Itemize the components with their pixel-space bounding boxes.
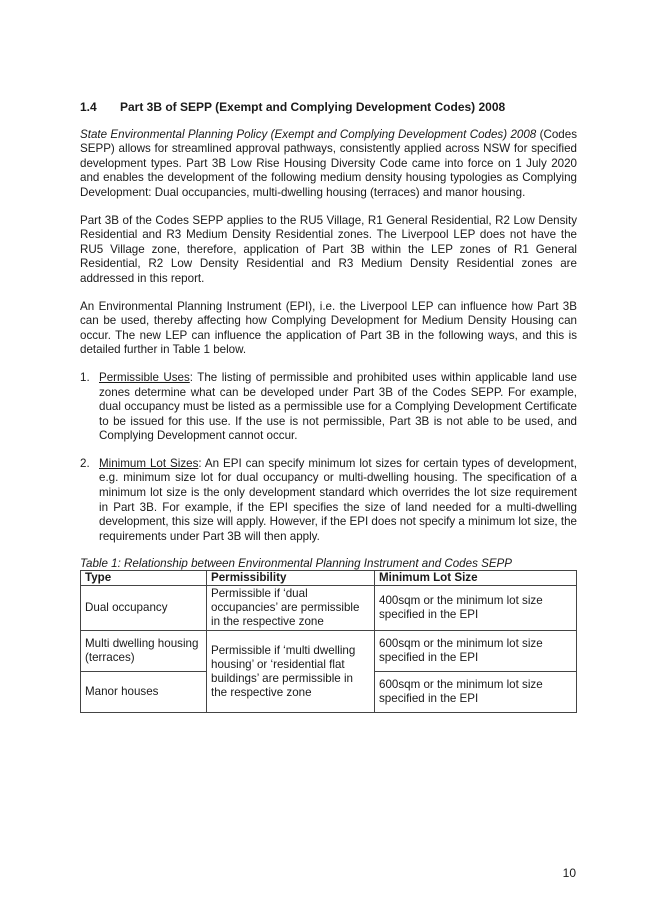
list-item	[80, 371, 577, 444]
cell-lot-size: 600sqm or the minimum lot size specified in the EPI	[375, 672, 577, 713]
list-marker: 2.	[80, 456, 90, 470]
cell-lot-size: 600sqm or the minimum lot size specified in the EPI	[375, 631, 577, 672]
cell-type: Manor houses	[81, 672, 207, 713]
cell-type: Dual occupancy	[81, 586, 207, 631]
table-row	[81, 631, 577, 672]
header-permissibility: Permissibility	[207, 571, 375, 586]
cell-permissibility: Permissible if ‘dual occupancies’ are permissible in the respective zone	[207, 586, 375, 631]
paragraph-codes-sepp	[80, 128, 577, 201]
table-row	[81, 586, 577, 631]
cell-permissibility: Permissible if ‘multi dwelling housing’ or ‘residential flat buildings’ are permissible in the respective zone	[207, 631, 375, 713]
document-page	[80, 100, 577, 713]
list-term: Minimum Lot Sizes	[99, 456, 199, 470]
relationship-table	[80, 570, 577, 713]
list-item	[80, 457, 577, 545]
table-caption: Table 1: Relationship between Environmental Planning Instrument and Codes SEPP	[80, 557, 513, 571]
paragraph-codes-sepp-text: (Codes SEPP) allows for streamlined approval pathways, consistently applied across NSW for specified development types. Part 3B Low Rise Housing Diversity Code came into force on 1 July 2020 and enables the development of the following medium density housing typologies as Complying Development: Dual occupancies, multi-dwelling housing (terraces) and manor housing.	[80, 127, 577, 199]
section-heading	[80, 100, 577, 115]
page-number: 10	[562, 866, 576, 880]
paragraph-zones: Part 3B of the Codes SEPP applies to the RU5 Village, R1 General Residential, R2 Low Density Residential and R3 Medium Density Residential zones. The Liverpool LEP does not have the RU5 Village zone, therefore, application of Part 3B within the LEP zones of R1 General Residential, R2 Low Density Residential and R3 Medium Density Residential zones are addressed in this report.	[80, 213, 577, 285]
header-type: Type	[81, 571, 207, 586]
cell-type: Multi dwelling housing (terraces)	[81, 631, 207, 672]
table-header-row	[81, 571, 577, 586]
section-number: 1.4	[80, 100, 97, 114]
policy-name: State Environmental Planning Policy (Exempt and Complying Development Codes) 2008	[80, 127, 537, 141]
list-text: : An EPI can specify minimum lot sizes for certain types of development, e.g. minimum size lot for dual occupancy or multi-dwelling housing. The specification of a minimum lot size is the only development standard which overrides the lot size requirement in Part 3B. For example, if the EPI specifies the size of land needed for a multi-dwelling development, this size will apply. However, if the EPI does not specify a minimum lot size, the requirements under Part 3B will then apply.	[99, 456, 577, 543]
list-term: Permissible Uses	[99, 370, 190, 384]
list-marker: 1.	[80, 370, 90, 384]
header-minimum-lot-size: Minimum Lot Size	[375, 571, 577, 586]
cell-lot-size: 400sqm or the minimum lot size specified in the EPI	[375, 586, 577, 631]
influence-list	[80, 371, 577, 545]
section-title: Part 3B of SEPP (Exempt and Complying Development Codes) 2008	[120, 100, 506, 114]
paragraph-epi: An Environmental Planning Instrument (EPI), i.e. the Liverpool LEP can influence how Part 3B can be used, thereby affecting how Complying Development for Medium Density Housing can occur. The new LEP can influence the application of Part 3B in the following ways, and this is detailed further in Table 1 below.	[80, 299, 577, 357]
list-text: : The listing of permissible and prohibited uses within applicable land use zones determine what can be developed under Part 3B of the Codes SEPP. For example, dual occupancy must be listed as a permissible use for a Complying Development Certificate to be issued for this use. If the use is not permissible, Part 3B is not able to be used, and Complying Development cannot occur.	[99, 370, 577, 443]
